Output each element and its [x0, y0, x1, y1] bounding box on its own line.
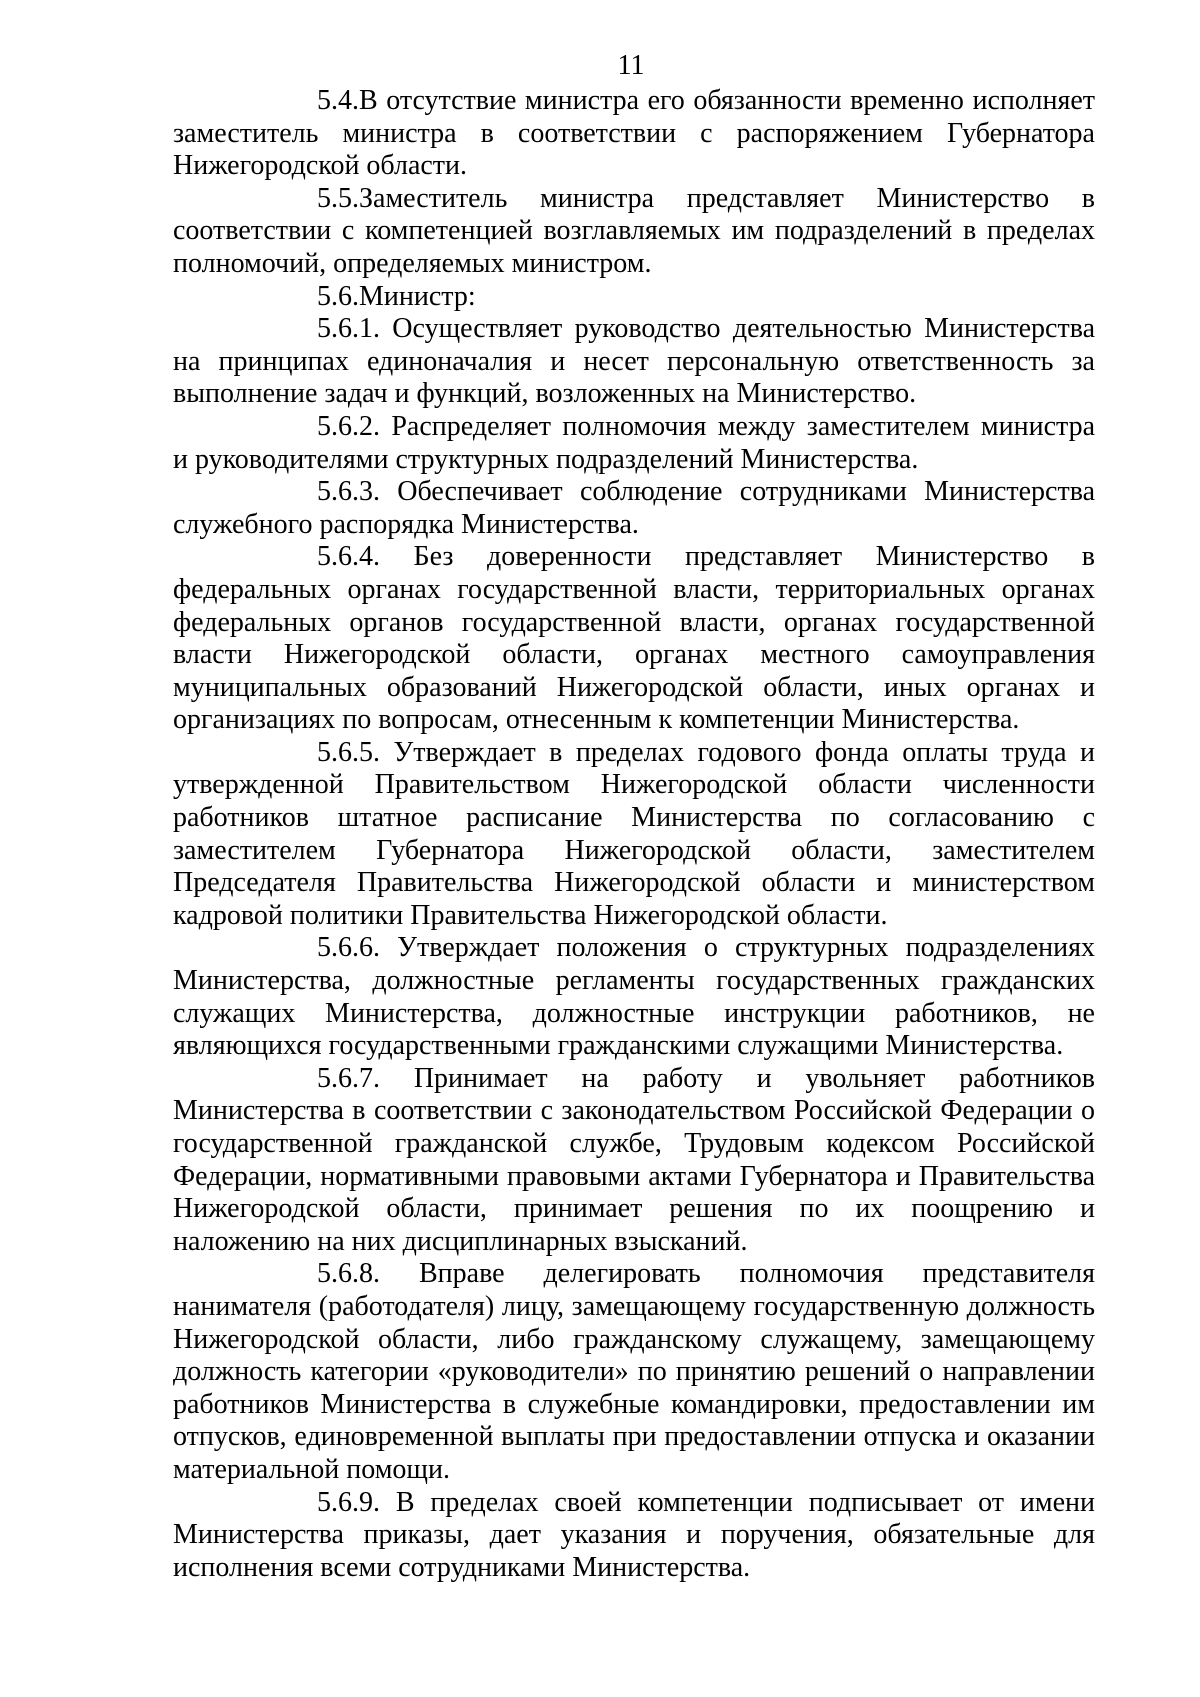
paragraph-text: Министр:	[359, 280, 476, 312]
paragraph-number: 5.6.1.	[317, 313, 380, 345]
paragraph-text: Распределяет полномочия между заместителем министра и руководителями структурных подразделений Министерства.	[173, 410, 1096, 475]
paragraph-text: В пределах своей компетенции подписывает от имени Министерства приказы, дает указания и поручения, обязательные для исполнения всеми сотрудниками Министерства.	[173, 1486, 1095, 1583]
paragraph-number: 5.6.7.	[317, 1062, 380, 1094]
paragraph-number: 5.6.3.	[317, 476, 380, 508]
paragraph-number: 5.5.	[317, 182, 359, 214]
paragraph-text: В отсутствие министра его обязанности временно исполняет заместитель министра в соответствии с распоряжением Губернатора Нижегородской области.	[173, 85, 1095, 182]
paragraph-5-6	[173, 281, 1095, 314]
paragraph-number: 5.6.4.	[317, 541, 380, 573]
paragraph-5-6-7	[173, 1063, 1095, 1259]
paragraph-text: Заместитель министра представляет Министерство в соответствии с компетенцией возглавляемых им подразделений в пределах полномочий, определяемых министром.	[173, 182, 1095, 279]
paragraph-number: 5.6.9.	[317, 1486, 380, 1518]
paragraph-text: Принимает на работу и увольняет работников Министерства в соответствии с законодательством Российской Федерации о государственной гражданской службе, Трудовым кодексом Российской Федерации, нормативными правовыми актами Губернатора и Правительства Нижегородской области, принимает решения по их поощрению и наложению на них дисциплинарных взысканий.	[173, 1062, 1096, 1257]
page-number: 11	[617, 50, 645, 81]
paragraph-5-5	[173, 183, 1095, 281]
paragraph-text: Утверждает положения о структурных подразделениях Министерства, должностные регламенты государственных гражданских служащих Министерства, должностные инструкции работников, не являющихся государственными гражданскими служащими Министерства.	[173, 932, 1096, 1062]
paragraph-5-6-4	[173, 541, 1095, 737]
paragraph-number: 5.6.2.	[317, 410, 380, 442]
paragraph-text: Утверждает в пределах годового фонда оплаты труда и утвержденной Правительством Нижегородской области численности работников штатное расписание Министерства по согласованию с заместителем Губернатора Нижегородской области, заместителем Председателя Правительства Нижегородской области и министерством кадровой политики Правительства Нижегородской области.	[173, 736, 1096, 931]
paragraph-text: Без доверенности представляет Министерство в федеральных органах государственной власти, территориальных органах федеральных органов государственной власти, органах государственной власти Нижегородской области, органах местного самоуправления муниципальных образований Нижегородской области, иных органах и организациях по вопросам, отнесенным к компетенции Министерства.	[173, 541, 1096, 736]
paragraph-number: 5.6.	[317, 280, 359, 312]
paragraph-5-6-3	[173, 476, 1095, 541]
paragraph-text: Вправе делегировать полномочия представителя нанимателя (работодателя) лицу, замещающему государственную должность Нижегородской области, либо гражданскому служащему, замещающему должность категории «руководители» по принятию решений о направлении работников Министерства в служебные командировки, предоставлении им отпусков, единовременной выплаты при предоставлении отпуска и оказании материальной помощи.	[173, 1258, 1095, 1485]
paragraph-text: Обеспечивает соблюдение сотрудниками Министерства служебного распорядка Министерства.	[173, 476, 1095, 540]
paragraph-5-6-5	[173, 737, 1095, 933]
paragraph-number: 5.6.8.	[317, 1258, 380, 1290]
document-body	[173, 85, 1095, 1584]
paragraph-number: 5.6.6.	[317, 932, 380, 964]
paragraph-5-6-6	[173, 932, 1095, 1062]
paragraph-5-6-9	[173, 1487, 1095, 1585]
paragraph-5-6-2	[173, 411, 1095, 476]
paragraph-5-4	[173, 85, 1095, 183]
paragraph-text: Осуществляет руководство деятельностью Министерства на принципах единоначалия и несет персональную ответственность за выполнение задач и функций, возложенных на Министерство.	[173, 313, 1095, 410]
paragraph-5-6-1	[173, 313, 1095, 411]
paragraph-number: 5.6.5.	[317, 736, 380, 768]
paragraph-number: 5.4.	[317, 85, 359, 116]
paragraph-5-6-8	[173, 1258, 1095, 1486]
